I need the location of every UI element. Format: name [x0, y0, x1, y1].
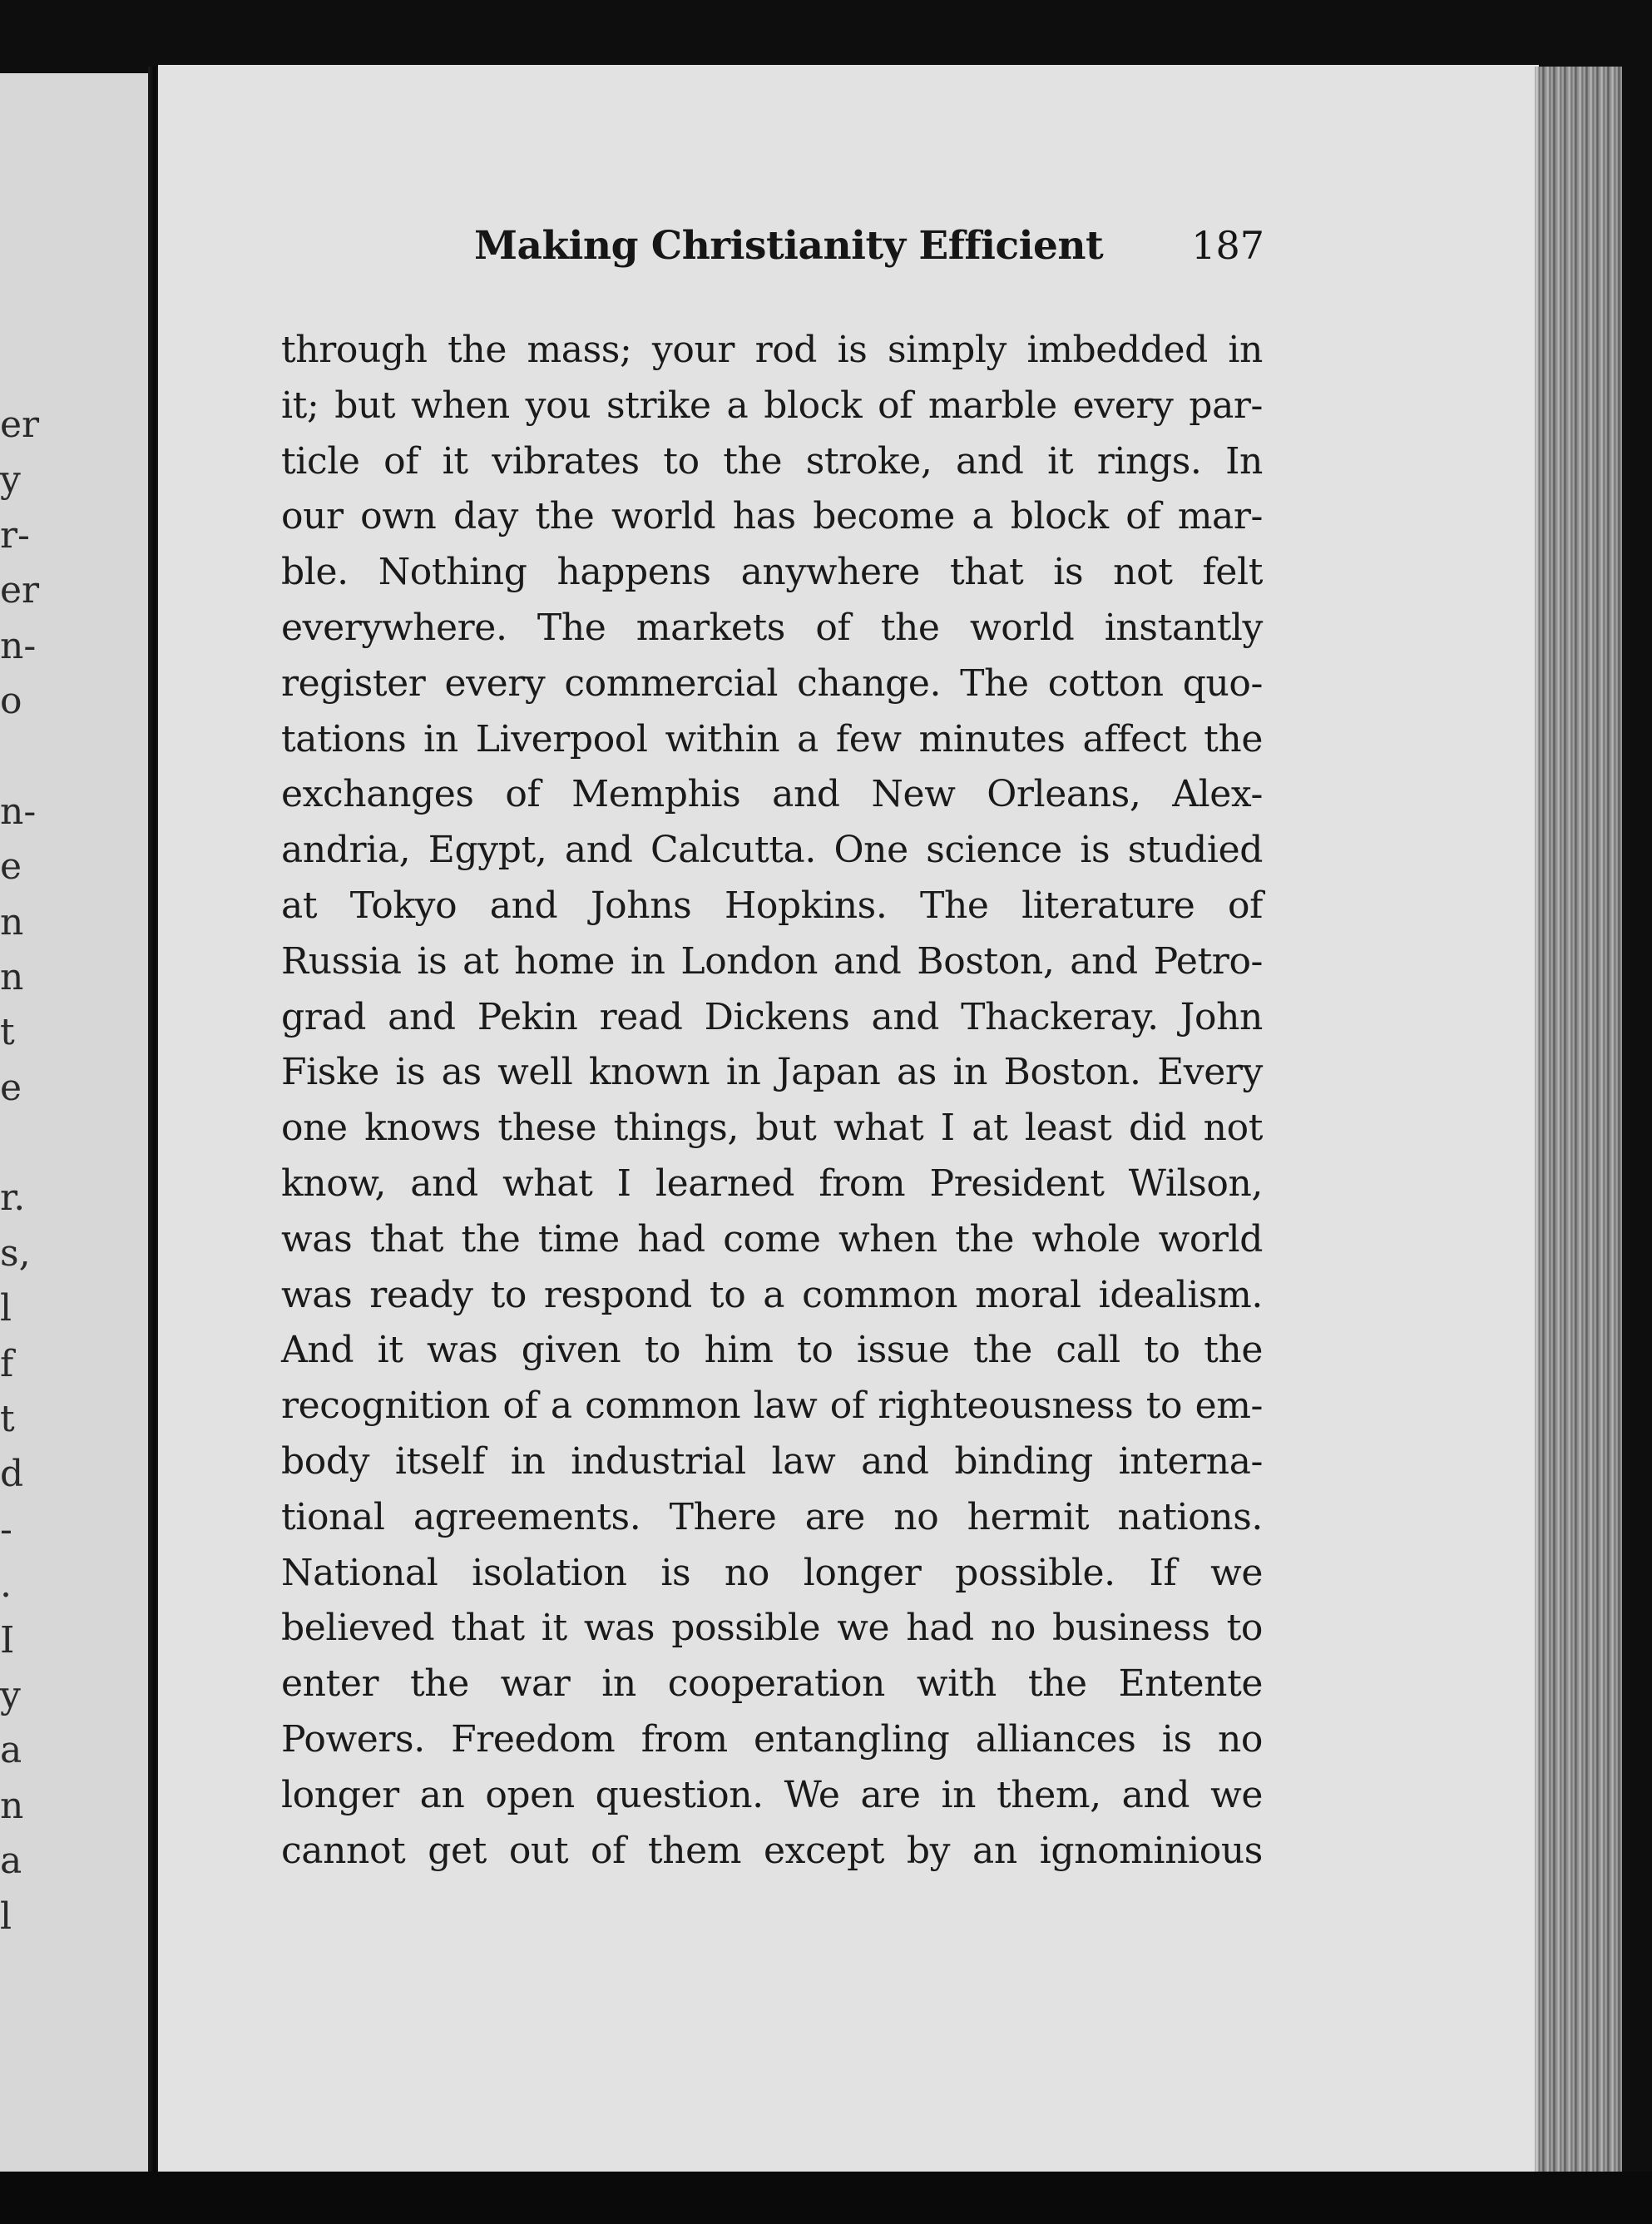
- left-page-fragment: n-: [0, 790, 37, 833]
- text-line: through the mass; your rod is simply imbedded in: [281, 329, 1263, 371]
- left-page-fragment: n: [0, 955, 24, 998]
- text-line: recognition of a common law of righteousness to em-: [281, 1384, 1263, 1428]
- text-line: tations in Liverpool within a few minutes affect the: [281, 717, 1263, 760]
- left-page-fragment: n: [0, 1784, 24, 1827]
- left-page-fragment: t: [0, 1398, 15, 1441]
- left-page-fragment: l: [0, 1287, 12, 1330]
- left-page-fragment: er: [0, 404, 40, 446]
- text-line: it; but when you strike a block of marble every par-: [281, 384, 1263, 427]
- text-line: cannot get out of them except by an ignominious: [281, 1829, 1263, 1872]
- page-number: 187: [1191, 223, 1264, 268]
- left-page-fragment: e: [0, 1066, 22, 1109]
- text-line: one knows these things, but what I at least did not: [281, 1107, 1263, 1150]
- left-page-fragment: [0, 1116, 33, 1171]
- left-page: [0, 73, 155, 2178]
- text-line: Russia is at home in London and Boston, and Petro-: [281, 939, 1263, 983]
- text-line: andria, Egypt, and Calcutta. One science is studied: [281, 829, 1263, 872]
- left-page-fragment: .: [0, 1563, 12, 1607]
- left-page-fragment: s,: [0, 1231, 31, 1275]
- text-line: ticle of it vibrates to the stroke, and it rings. In: [281, 439, 1263, 483]
- text-line: everywhere. The markets of the world instantly: [281, 606, 1263, 649]
- running-head-title: Making Christianity Efficient: [474, 223, 1104, 269]
- left-page-fragment: t: [0, 1011, 15, 1054]
- text-line: And it was given to him to issue the call to the: [281, 1329, 1263, 1372]
- left-page-fragment: o: [0, 679, 22, 722]
- left-page-fragment: l: [0, 1895, 12, 1938]
- text-line: know, and what I learned from President Wilson,: [281, 1162, 1263, 1205]
- text-line: ble. Nothing happens anywhere that is not felt: [281, 551, 1263, 594]
- text-line: believed that it was possible we had no business to: [281, 1607, 1263, 1650]
- body-text: [281, 323, 1263, 1879]
- page-edges: [1535, 67, 1622, 2188]
- text-line: Powers. Freedom from entangling alliances is no: [281, 1717, 1263, 1761]
- text-line: register every commercial change. The cotton quo-: [281, 661, 1263, 705]
- bottom-shadow: [0, 2172, 1652, 2224]
- left-page-fragment: [0, 729, 33, 784]
- left-page-fragment: a: [0, 1729, 22, 1772]
- left-page-fragment: y: [0, 458, 21, 502]
- left-page-fragment: n-: [0, 624, 37, 667]
- left-page-fragments: [0, 398, 40, 1944]
- left-page-fragment: e: [0, 845, 22, 889]
- text-line: longer an open question. We are in them, and we: [281, 1773, 1263, 1816]
- left-page-fragment: er: [0, 569, 40, 612]
- left-page-fragment: f: [0, 1342, 14, 1385]
- text-line: was that the time had come when the whole world: [281, 1217, 1263, 1261]
- text-line: tional agreements. There are no hermit nations.: [281, 1495, 1263, 1538]
- left-page-fragment: -: [0, 1508, 12, 1551]
- running-head: [474, 223, 1264, 281]
- text-line: enter the war in cooperation with the Entente: [281, 1662, 1263, 1706]
- left-page-fragment: n: [0, 900, 24, 944]
- left-page-fragment: I: [0, 1618, 15, 1662]
- text-line: exchanges of Memphis and New Orleans, Alex-: [281, 773, 1263, 816]
- text-line: National isolation is no longer possible. If we: [281, 1551, 1263, 1594]
- left-page-fragment: d: [0, 1453, 24, 1496]
- left-page-fragment: y: [0, 1673, 21, 1716]
- text-line: Fiske is as well known in Japan as in Boston. Every: [281, 1051, 1263, 1094]
- text-line: was ready to respond to a common moral idealism.: [281, 1273, 1263, 1316]
- left-page-fragment: a: [0, 1840, 22, 1883]
- text-line: our own day the world has become a block of mar-: [281, 495, 1263, 538]
- text-line: grad and Pekin read Dickens and Thackeray. John: [281, 995, 1263, 1038]
- text-line: body itself in industrial law and binding interna-: [281, 1439, 1263, 1483]
- text-line: at Tokyo and Johns Hopkins. The literature of: [281, 884, 1263, 927]
- left-page-fragment: r-: [0, 513, 30, 557]
- left-page-fragment: r.: [0, 1176, 26, 1220]
